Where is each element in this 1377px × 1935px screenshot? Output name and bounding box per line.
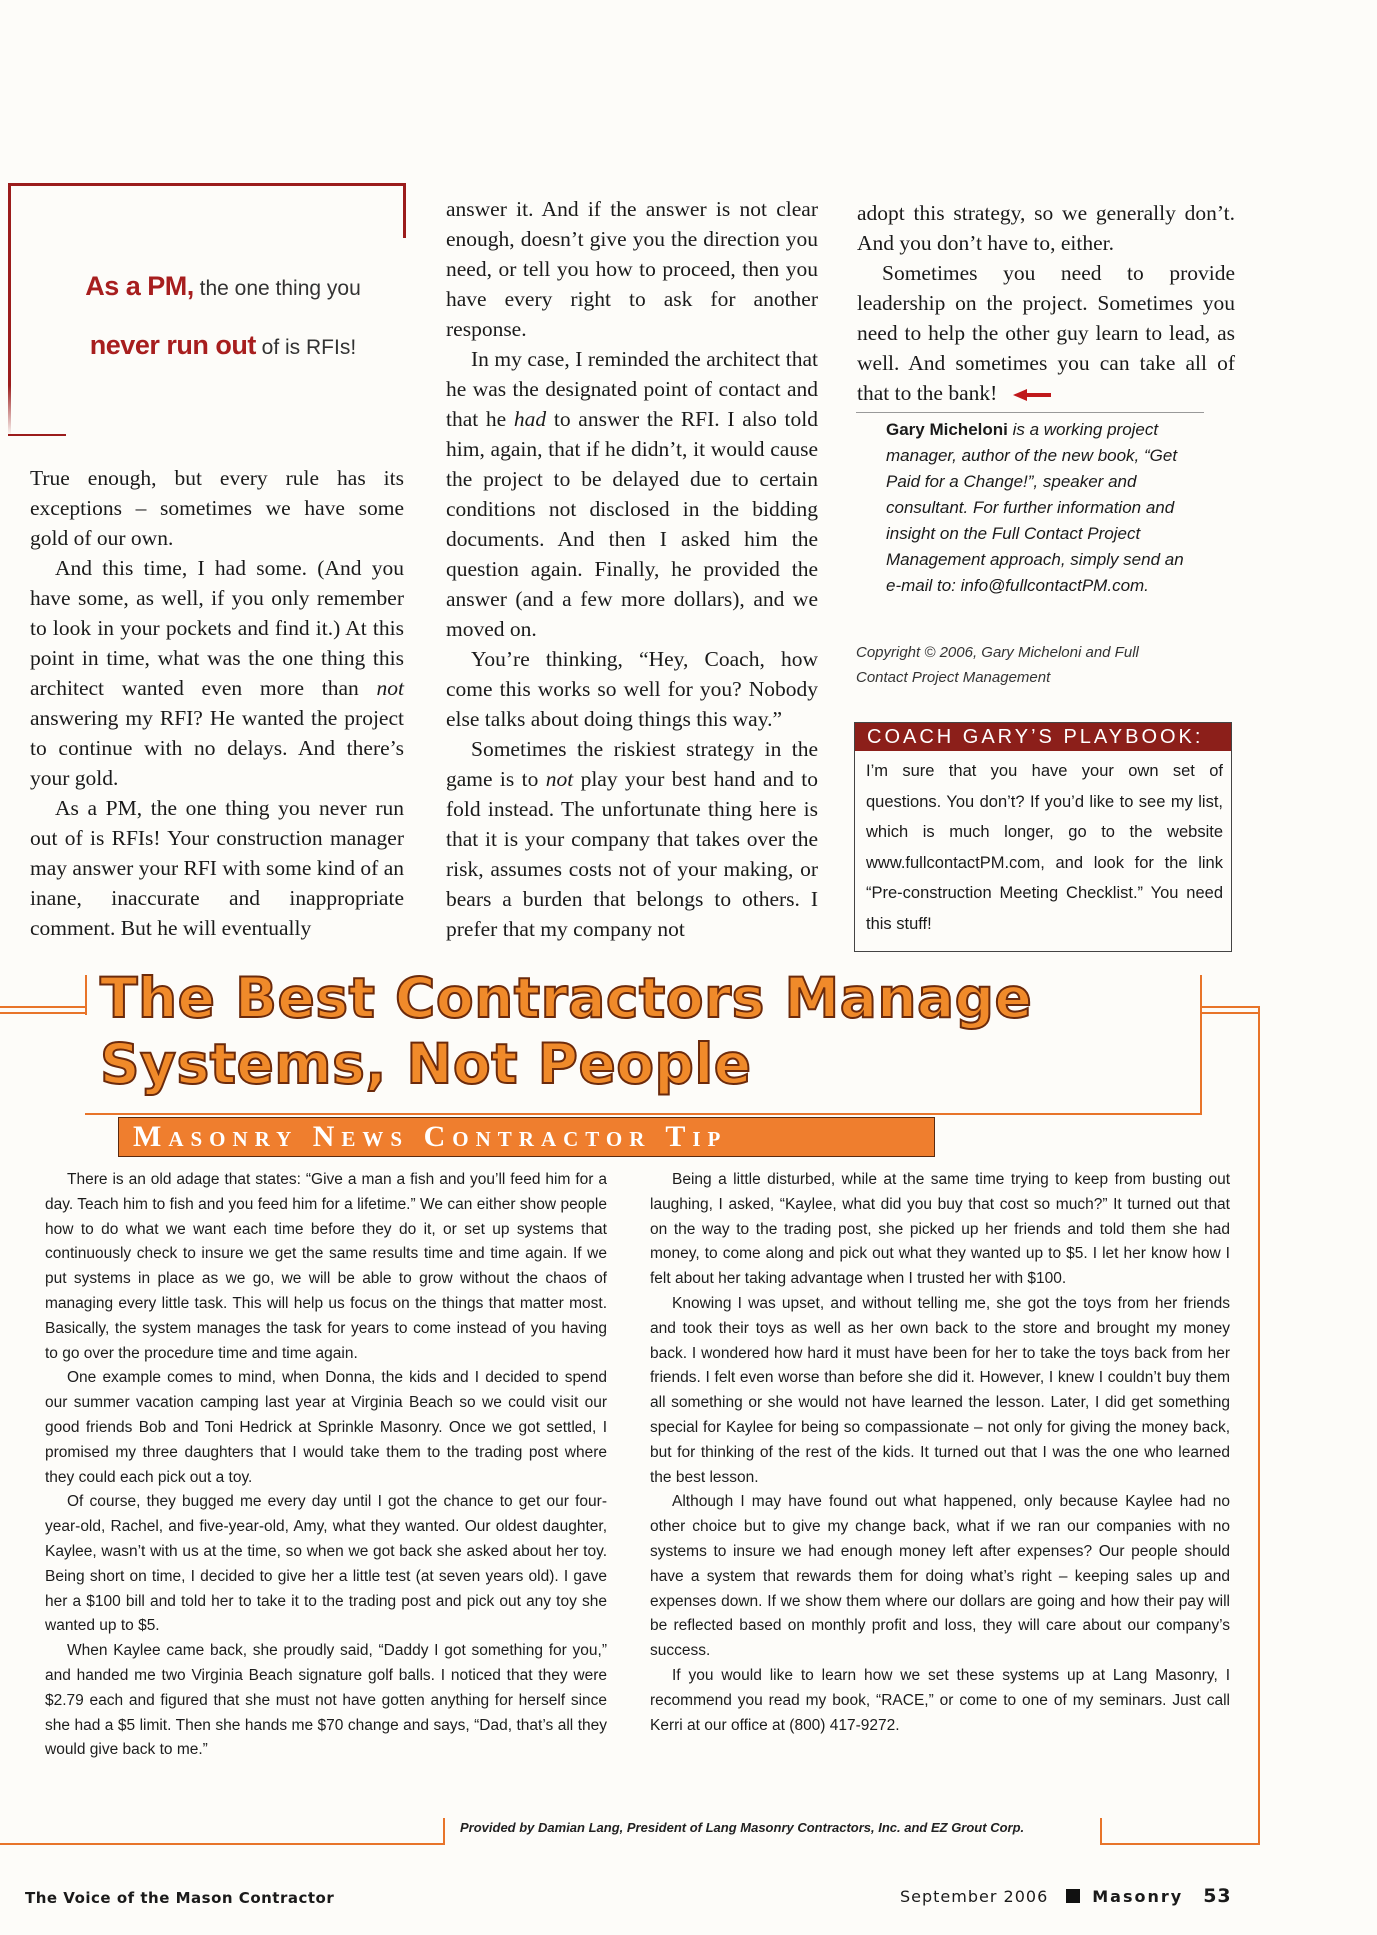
footer-tagline: The Voice of the Mason Contractor	[25, 1889, 335, 1907]
article-column-3: adopt this strategy, so we generally don’t. And you don’t have to, either. Sometimes you need to provide leadership on the project. Sometimes you need to help the other guy learn to lead, as well. And sometimes you can take all of that to the bank!	[857, 201, 1235, 405]
credit-bracket-left	[443, 1818, 445, 1845]
page-number: 53	[1203, 1885, 1232, 1907]
pull-quote-text: As a PM, the one thing you never run out of is RFIs!	[85, 271, 361, 360]
copyright-notice: Copyright © 2006, Gary Micheloni and Full Contact Project Management	[856, 644, 1139, 686]
footer-date: September 2006	[900, 1887, 1049, 1906]
article-column-1: True enough, but every rule has its exceptions – sometimes we have some gold of our own. And this time, I had some. (And you have some, as well, if you only remember to look in your pockets and find it.) At this point in time, what was the one thing this architect wanted even more than not answering my RFI? He wanted the project to continue with no delays. And there’s your gold. As a PM, the one thing you never run out of is RFIs! Your construction manager may answer your RFI with some kind of an inane, inaccurate and inappropriate comment. But he will eventually	[30, 466, 404, 940]
sidebar-frame-bottom-right	[1100, 1843, 1260, 1845]
title-rule-left	[0, 1006, 85, 1008]
sidebar-frame-bottom-left	[0, 1843, 443, 1845]
end-mark-icon	[1011, 387, 1053, 403]
title-rule-left-2	[0, 1012, 85, 1014]
article-column-2: answer it. And if the answer is not clear enough, doesn’t give you the direction you need, or tell you how to proceed, then you have every right to ask for another response. In my case, I reminded the architect that he was the designated point of contact and that he had to answer the RFI. I also told him, again, that if he didn’t, it would cause the project to be delayed due to certain conditions not disclosed in the bidding documents. And then I asked him the question again. Finally, he provided the answer (and a few more dollars), and we moved on. You’re thinking, “Hey, Coach, how come this works so well for you? Nobody else talks about doing things this way.” Sometimes the riskiest strategy in the game is to not play your best hand and to fold instead. The unfortunate thing here is that it is your company that takes over the risk, assumes costs not of your making, or bears a burden that belongs to others. I prefer that my company not	[446, 197, 818, 941]
footer-magazine: Masonry	[1092, 1887, 1184, 1906]
tip-credit: Provided by Damian Lang, President of Lang Masonry Contractors, Inc. and EZ Grout Corp.	[460, 1820, 1025, 1835]
playbook-title: COACH GARY’S PLAYBOOK:	[855, 723, 1231, 751]
playbook-box	[854, 722, 1232, 952]
tip-column-right: Being a little disturbed, while at the same time trying to keep from busting out laughing, I asked, “Kaylee, what did you buy that cost so much?” It turned out that on the way to the trading post, she picked up her friends and told them she had money, to come along and pick out what they wanted up to $5. I let her know how I felt about her taking advantage when I trusted her with $100. Knowing I was upset, and without telling me, she got the toys from her friends and took their toys as well as her own back to the store and brought my money back. I wondered how hard it must have been for her to take the toys back from her friends. I felt even worse than before she did it. However, I knew I couldn’t buy them all something or she would not have learned the lesson. Later, I did get something special for Kaylee for being so compassionate – not only for giving the money back, but for thinking of the rest of the kids. It turned out that I was the one who learned the best lesson. Although I may have found out what happened, only because Kaylee had no other choice but to give my change back, what if we ran our companies with no systems to insure we had enough money left after expenses? Our people should have a system that rewards them for doing what’s right – keeping sales up and expenses down. If we show them where our dollars are going and how their pay will be reflected based on monthly profit and loss, they will care about our company’s success. If you would like to learn how we set these systems up at Lang Masonry, I recommend you read my book, “RACE,” or come to one of my seminars. Just call Kerri at our office at (800) 417-9272.	[650, 1171, 1230, 1734]
tip-column-left: There is an old adage that states: “Give a man a fish and you’ll feed him for a day. Teach him to fish and you feed him for a lifetime.” We can either show people how to do what we want each time before they do it, or set up systems that continuously check to insure we get the same results time and time again. If we put systems in place as we go, we will be able to grow without the chaos of managing every little task. This will help us focus on the things that matter most. Basically, the system manages the task for years to come instead of you having to go over the procedure time and time again. One example comes to mind, when Donna, the kids and I decided to spend our summer vacation camping last year at Virginia Beach so we could visit our good friends Bob and Toni Hedrick at Sprinkle Masonry. Once we got settled, I promised my three daughters that I would take them to the trading post where they could each pick out a toy. Of course, they bugged me every day until I got the chance to get our four-year-old, Rachel, and five-year-old, Amy, what they wanted. Our oldest daughter, Kaylee, wasn’t with us at the time, so when we got back she asked about her toy. Being short on time, I decided to give her a little test (at seven years old). I gave her a $100 bill and told her to take it to the trading post and pick out any toy she wanted up to $5. When Kaylee came back, she proudly said, “Daddy I got something for you,” and handed me two Virginia Beach signature golf balls. I noticed that they were $2.79 each and figured that she must not have gotten anything for herself since she had a $5 limit. Then she hands me $70 change and says, “Dad, that’s all they would give back to me.”	[45, 1171, 607, 1759]
pull-quote	[8, 183, 406, 436]
footer-folio	[900, 1885, 1232, 1907]
playbook-body: I’m sure that you have your own set of questions. You don’t? If you’d like to see my list, which is much longer, go to the website www.fullcontactPM.com, and look for the link “Pre-construction Meeting Checklist.” You need this stuff!	[866, 762, 1223, 933]
sidebar-title: The Best Contractors Manage Systems, Not People	[100, 966, 1033, 1096]
separator-square-icon	[1066, 1889, 1080, 1903]
bio-divider	[856, 412, 1204, 413]
credit-bracket-right	[1100, 1818, 1102, 1845]
contractor-tip-banner: Masonry News Contractor Tip	[118, 1117, 935, 1157]
sidebar-frame-right	[1258, 1006, 1260, 1844]
author-bio: Gary Micheloni is a working project manager, author of the new book, “Get Paid for a Change!”, speaker and consultant. For further information and insight on the Full Contact Project Management approach, simply send an e-mail to: info@fullcontactPM.com.	[886, 420, 1184, 595]
